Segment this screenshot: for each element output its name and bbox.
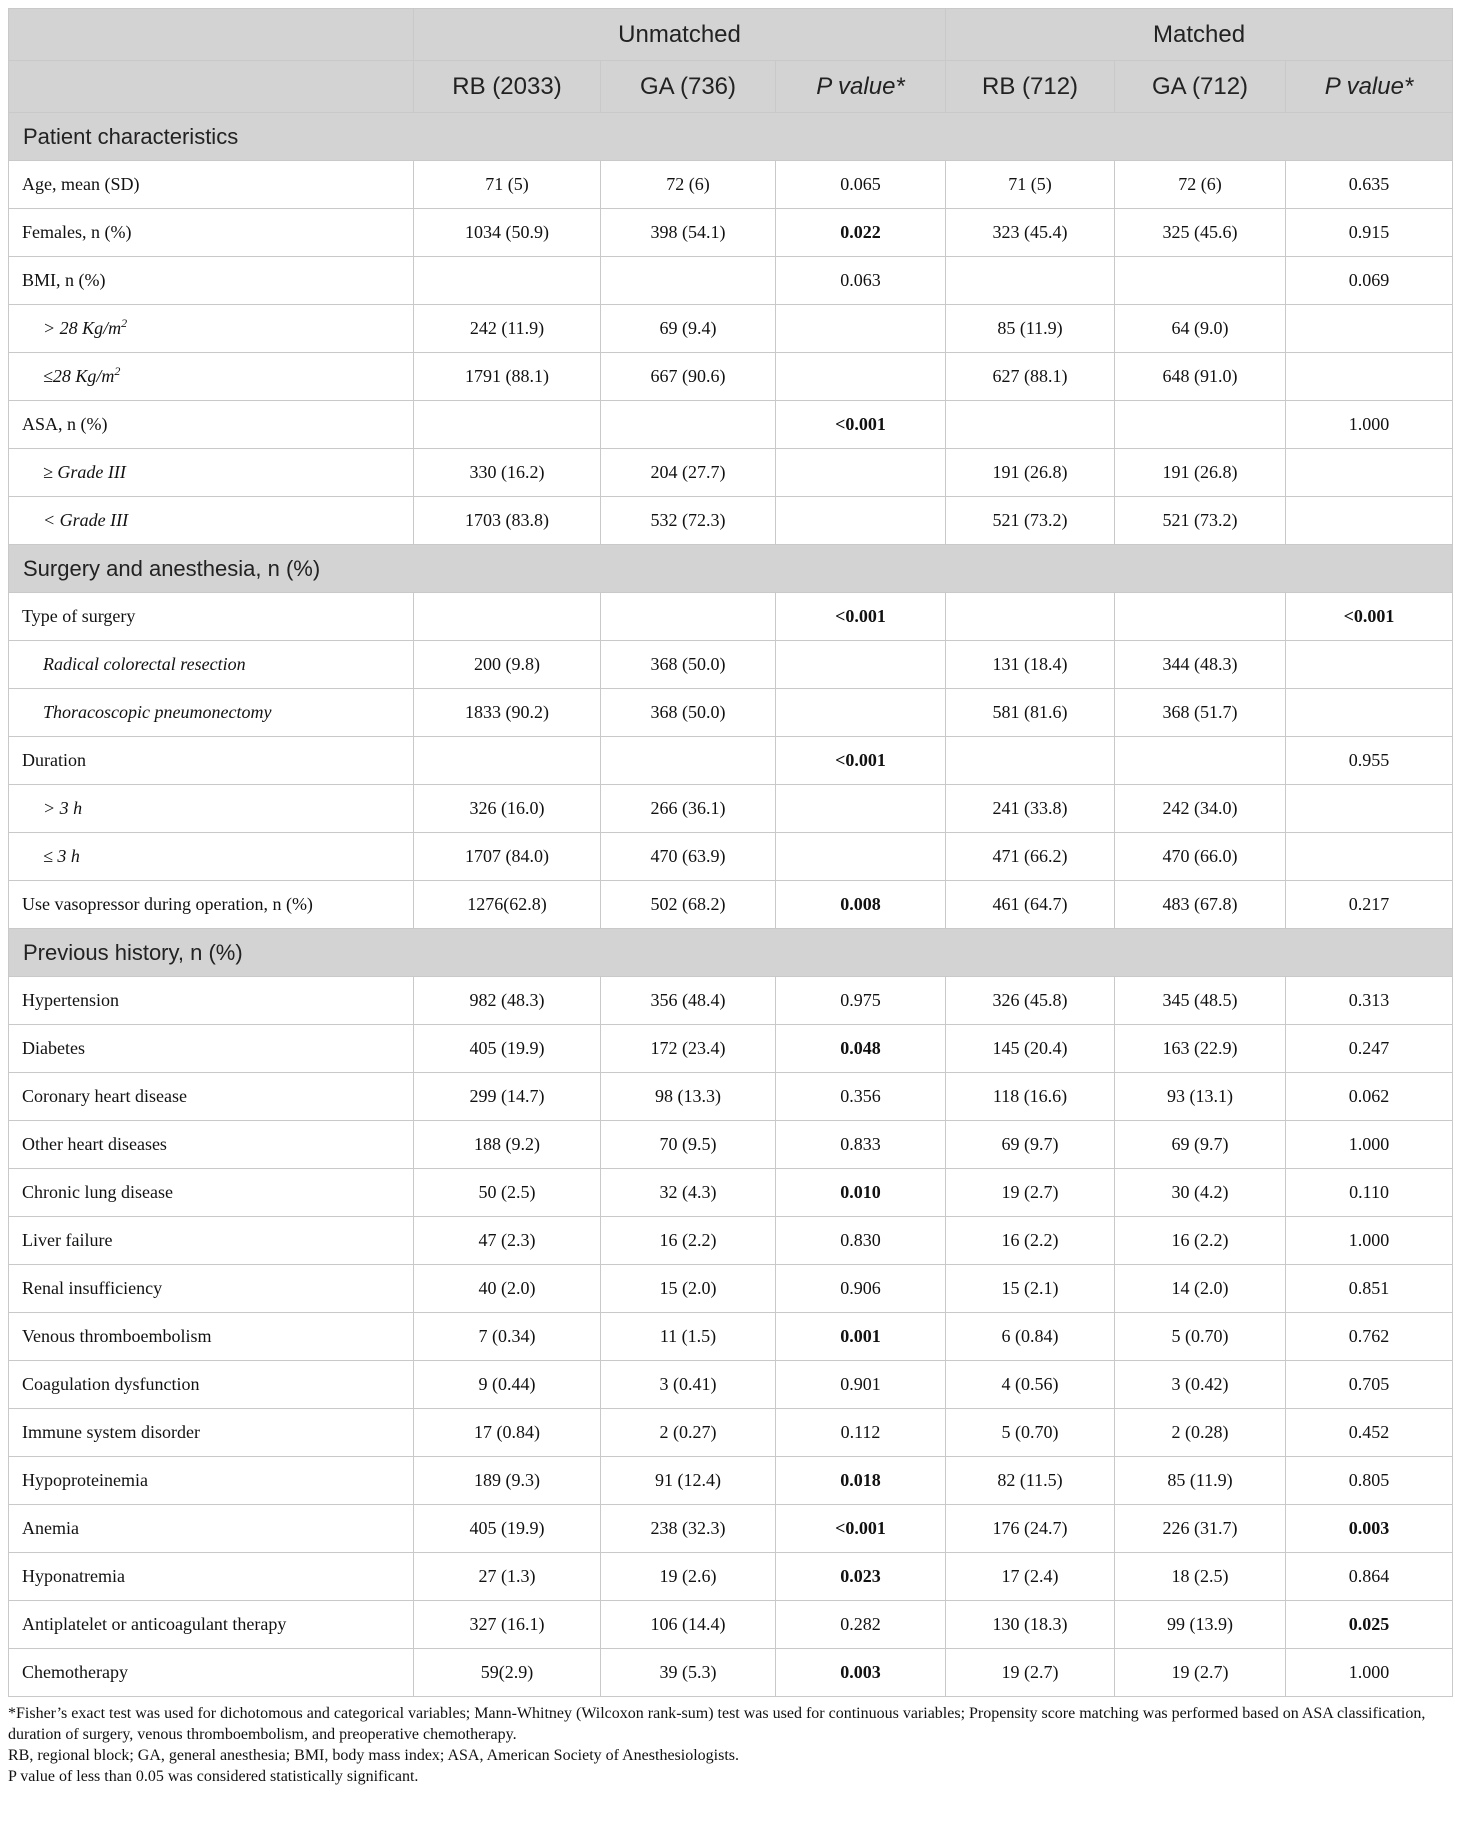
- rb-unmatched-cell: 7 (0.34): [414, 1313, 601, 1361]
- table-row: [9, 593, 1453, 641]
- rb-matched-cell: 471 (66.2): [946, 833, 1115, 881]
- ga-unmatched-cell: 470 (63.9): [601, 833, 776, 881]
- p-matched-cell: 0.955: [1286, 737, 1453, 785]
- footnote: *Fisher’s exact test was used for dichotomous and categorical variables; Mann-Whitney (Wilcoxon rank-sum) test was used for continuous variables; Propensity score matching was performed based on ASA classification, duration of surgery, venous thromboembolism, and preoperative chemotherapy.: [8, 1705, 1426, 1743]
- rb-unmatched-cell: [414, 737, 601, 785]
- row-label: [9, 1409, 414, 1457]
- row-label-text: Chemotherapy: [22, 1662, 128, 1682]
- row-label-text: Females, n (%): [22, 222, 132, 242]
- ga-unmatched-cell: 15 (2.0): [601, 1265, 776, 1313]
- row-label: [9, 401, 414, 449]
- table-row: [9, 1121, 1453, 1169]
- row-label-text: Coagulation dysfunction: [22, 1374, 200, 1394]
- row-label: [9, 1313, 414, 1361]
- col-header-p-unmatched: P value*: [776, 61, 946, 113]
- section-title: Surgery and anesthesia, n (%): [9, 545, 1453, 593]
- table-row: [9, 497, 1453, 545]
- ga-matched-cell: 163 (22.9): [1115, 1025, 1286, 1073]
- table-row: [9, 401, 1453, 449]
- row-label-text: Duration: [22, 750, 86, 770]
- ga-matched-cell: 18 (2.5): [1115, 1553, 1286, 1601]
- ga-unmatched-cell: 356 (48.4): [601, 977, 776, 1025]
- p-matched-cell: [1286, 497, 1453, 545]
- rb-matched-cell: 4 (0.56): [946, 1361, 1115, 1409]
- ga-matched-cell: [1115, 401, 1286, 449]
- rb-unmatched-cell: 47 (2.3): [414, 1217, 601, 1265]
- p-unmatched-cell: 0.906: [776, 1265, 946, 1313]
- rb-matched-cell: [946, 737, 1115, 785]
- ga-matched-cell: 30 (4.2): [1115, 1169, 1286, 1217]
- rb-unmatched-cell: 327 (16.1): [414, 1601, 601, 1649]
- p-matched-cell: 0.915: [1286, 209, 1453, 257]
- rb-matched-cell: 323 (45.4): [946, 209, 1115, 257]
- table-footnotes: [8, 1703, 1452, 1787]
- p-unmatched-cell: [776, 641, 946, 689]
- row-label: [9, 1457, 414, 1505]
- ga-unmatched-cell: 32 (4.3): [601, 1169, 776, 1217]
- row-label: [9, 977, 414, 1025]
- rb-matched-cell: 521 (73.2): [946, 497, 1115, 545]
- rb-matched-cell: 17 (2.4): [946, 1553, 1115, 1601]
- ga-unmatched-cell: 204 (27.7): [601, 449, 776, 497]
- rb-unmatched-cell: 50 (2.5): [414, 1169, 601, 1217]
- row-label-text: Hypoproteinemia: [22, 1470, 148, 1490]
- row-label-text: Type of surgery: [22, 606, 136, 626]
- row-label: [9, 785, 414, 833]
- footnote: P value of less than 0.05 was considered statistically significant.: [8, 1768, 419, 1785]
- group-header-row: [9, 9, 1453, 61]
- table-row: [9, 689, 1453, 737]
- row-label: [9, 1169, 414, 1217]
- row-label-text: Diabetes: [22, 1038, 85, 1058]
- rb-matched-cell: 191 (26.8): [946, 449, 1115, 497]
- table-row: [9, 1409, 1453, 1457]
- rb-unmatched-cell: 17 (0.84): [414, 1409, 601, 1457]
- rb-matched-cell: 118 (16.6): [946, 1073, 1115, 1121]
- rb-unmatched-cell: 27 (1.3): [414, 1553, 601, 1601]
- table-row: [9, 1217, 1453, 1265]
- p-matched-cell: 0.069: [1286, 257, 1453, 305]
- rb-unmatched-cell: 1034 (50.9): [414, 209, 601, 257]
- ga-matched-cell: 226 (31.7): [1115, 1505, 1286, 1553]
- ga-unmatched-cell: 3 (0.41): [601, 1361, 776, 1409]
- table-row: [9, 881, 1453, 929]
- rb-matched-cell: [946, 257, 1115, 305]
- header-corner-2: [9, 61, 414, 113]
- p-unmatched-cell: 0.830: [776, 1217, 946, 1265]
- p-unmatched-cell: 0.356: [776, 1073, 946, 1121]
- group-header-matched: Matched: [946, 9, 1453, 61]
- ga-matched-cell: 2 (0.28): [1115, 1409, 1286, 1457]
- p-matched-cell: [1286, 641, 1453, 689]
- ga-unmatched-cell: 11 (1.5): [601, 1313, 776, 1361]
- p-unmatched-cell: [776, 785, 946, 833]
- rb-unmatched-cell: 242 (11.9): [414, 305, 601, 353]
- row-label: [9, 209, 414, 257]
- ga-unmatched-cell: 2 (0.27): [601, 1409, 776, 1457]
- rb-unmatched-cell: 9 (0.44): [414, 1361, 601, 1409]
- p-unmatched-cell: 0.063: [776, 257, 946, 305]
- col-header-rb-unmatched: RB (2033): [414, 61, 601, 113]
- ga-matched-cell: [1115, 257, 1286, 305]
- ga-matched-cell: 99 (13.9): [1115, 1601, 1286, 1649]
- ga-unmatched-cell: 19 (2.6): [601, 1553, 776, 1601]
- unit-superscript: 2: [121, 316, 128, 330]
- ga-matched-cell: 242 (34.0): [1115, 785, 1286, 833]
- table-row: [9, 1361, 1453, 1409]
- row-label-text: ≤ 3 h: [43, 846, 80, 866]
- row-label: [9, 1121, 414, 1169]
- row-label: [9, 737, 414, 785]
- ga-unmatched-cell: 502 (68.2): [601, 881, 776, 929]
- p-unmatched-cell: 0.008: [776, 881, 946, 929]
- p-matched-cell: 0.705: [1286, 1361, 1453, 1409]
- rb-matched-cell: [946, 401, 1115, 449]
- row-label-text: Renal insufficiency: [22, 1278, 163, 1298]
- rb-matched-cell: 69 (9.7): [946, 1121, 1115, 1169]
- ga-unmatched-cell: 70 (9.5): [601, 1121, 776, 1169]
- p-matched-cell: 0.062: [1286, 1073, 1453, 1121]
- row-label-text: Anemia: [22, 1518, 79, 1538]
- row-label: [9, 1025, 414, 1073]
- p-unmatched-cell: <0.001: [776, 1505, 946, 1553]
- rb-matched-cell: 15 (2.1): [946, 1265, 1115, 1313]
- p-unmatched-cell: 0.048: [776, 1025, 946, 1073]
- ga-unmatched-cell: [601, 401, 776, 449]
- p-unmatched-cell: [776, 305, 946, 353]
- table-row: [9, 737, 1453, 785]
- table-row: [9, 1553, 1453, 1601]
- table-row: [9, 1169, 1453, 1217]
- group-header-unmatched: Unmatched: [414, 9, 946, 61]
- row-label-text: Radical colorectal resection: [43, 654, 246, 674]
- row-label-text: Coronary heart disease: [22, 1086, 187, 1106]
- p-matched-cell: 0.003: [1286, 1505, 1453, 1553]
- ga-matched-cell: 85 (11.9): [1115, 1457, 1286, 1505]
- row-label-text: Venous thromboembolism: [22, 1326, 212, 1346]
- section-header-row: [9, 545, 1453, 593]
- row-label: [9, 161, 414, 209]
- ga-unmatched-cell: 172 (23.4): [601, 1025, 776, 1073]
- p-matched-cell: 0.864: [1286, 1553, 1453, 1601]
- ga-matched-cell: 3 (0.42): [1115, 1361, 1286, 1409]
- ga-unmatched-cell: 398 (54.1): [601, 209, 776, 257]
- ga-matched-cell: 93 (13.1): [1115, 1073, 1286, 1121]
- rb-unmatched-cell: 200 (9.8): [414, 641, 601, 689]
- p-unmatched-cell: 0.901: [776, 1361, 946, 1409]
- rb-unmatched-cell: 299 (14.7): [414, 1073, 601, 1121]
- baseline-characteristics-table: [8, 8, 1453, 1697]
- p-unmatched-cell: <0.001: [776, 401, 946, 449]
- ga-matched-cell: 191 (26.8): [1115, 449, 1286, 497]
- ga-matched-cell: 483 (67.8): [1115, 881, 1286, 929]
- ga-matched-cell: 14 (2.0): [1115, 1265, 1286, 1313]
- row-label-text: Other heart diseases: [22, 1134, 167, 1154]
- rb-matched-cell: 16 (2.2): [946, 1217, 1115, 1265]
- p-unmatched-cell: 0.018: [776, 1457, 946, 1505]
- ga-unmatched-cell: 368 (50.0): [601, 689, 776, 737]
- row-label-text: Liver failure: [22, 1230, 113, 1250]
- rb-unmatched-cell: 982 (48.3): [414, 977, 601, 1025]
- ga-unmatched-cell: 91 (12.4): [601, 1457, 776, 1505]
- row-label: [9, 1553, 414, 1601]
- p-matched-cell: [1286, 305, 1453, 353]
- p-matched-cell: [1286, 353, 1453, 401]
- row-label: [9, 257, 414, 305]
- table-row: [9, 257, 1453, 305]
- p-unmatched-cell: [776, 353, 946, 401]
- ga-unmatched-cell: [601, 737, 776, 785]
- p-matched-cell: 1.000: [1286, 1649, 1453, 1697]
- p-unmatched-cell: 0.023: [776, 1553, 946, 1601]
- ga-unmatched-cell: 98 (13.3): [601, 1073, 776, 1121]
- row-label-text: BMI, n (%): [22, 270, 106, 290]
- row-label: [9, 1265, 414, 1313]
- p-unmatched-cell: 0.003: [776, 1649, 946, 1697]
- p-matched-cell: 0.247: [1286, 1025, 1453, 1073]
- section-title: Patient characteristics: [9, 113, 1453, 161]
- row-label: [9, 1505, 414, 1553]
- p-unmatched-cell: <0.001: [776, 593, 946, 641]
- rb-unmatched-cell: 188 (9.2): [414, 1121, 601, 1169]
- row-label-text: < Grade III: [43, 510, 129, 530]
- ga-matched-cell: 72 (6): [1115, 161, 1286, 209]
- row-label-text: Age, mean (SD): [22, 174, 140, 194]
- ga-matched-cell: 368 (51.7): [1115, 689, 1286, 737]
- rb-unmatched-cell: 1707 (84.0): [414, 833, 601, 881]
- unit-superscript: 2: [114, 364, 121, 378]
- ga-unmatched-cell: 532 (72.3): [601, 497, 776, 545]
- section-header-row: [9, 113, 1453, 161]
- rb-unmatched-cell: 189 (9.3): [414, 1457, 601, 1505]
- p-unmatched-cell: [776, 449, 946, 497]
- table-row: [9, 1073, 1453, 1121]
- rb-unmatched-cell: 59(2.9): [414, 1649, 601, 1697]
- p-matched-cell: 0.635: [1286, 161, 1453, 209]
- rb-unmatched-cell: 326 (16.0): [414, 785, 601, 833]
- ga-unmatched-cell: 238 (32.3): [601, 1505, 776, 1553]
- row-label: [9, 449, 414, 497]
- row-label-text: Hyponatremia: [22, 1566, 125, 1586]
- p-matched-cell: 0.313: [1286, 977, 1453, 1025]
- ga-unmatched-cell: 368 (50.0): [601, 641, 776, 689]
- p-matched-cell: [1286, 785, 1453, 833]
- p-unmatched-cell: [776, 689, 946, 737]
- rb-matched-cell: [946, 593, 1115, 641]
- ga-matched-cell: 470 (66.0): [1115, 833, 1286, 881]
- ga-matched-cell: 345 (48.5): [1115, 977, 1286, 1025]
- row-label: [9, 497, 414, 545]
- row-label: [9, 1601, 414, 1649]
- ga-matched-cell: 325 (45.6): [1115, 209, 1286, 257]
- rb-unmatched-cell: 405 (19.9): [414, 1025, 601, 1073]
- table-row: [9, 977, 1453, 1025]
- row-label-text: Use vasopressor during operation, n (%): [22, 894, 313, 914]
- col-header-ga-matched: GA (712): [1115, 61, 1286, 113]
- ga-unmatched-cell: 266 (36.1): [601, 785, 776, 833]
- row-label: [9, 689, 414, 737]
- p-unmatched-cell: 0.112: [776, 1409, 946, 1457]
- row-label-text: ≥ Grade III: [43, 462, 126, 482]
- rb-matched-cell: 71 (5): [946, 161, 1115, 209]
- rb-unmatched-cell: 71 (5): [414, 161, 601, 209]
- row-label-text: Chronic lung disease: [22, 1182, 173, 1202]
- rb-unmatched-cell: 40 (2.0): [414, 1265, 601, 1313]
- rb-matched-cell: 461 (64.7): [946, 881, 1115, 929]
- row-label-text: Immune system disorder: [22, 1422, 200, 1442]
- col-header-rb-matched: RB (712): [946, 61, 1115, 113]
- rb-unmatched-cell: [414, 257, 601, 305]
- section-header-row: [9, 929, 1453, 977]
- p-matched-cell: 0.217: [1286, 881, 1453, 929]
- table-row: [9, 161, 1453, 209]
- ga-unmatched-cell: 667 (90.6): [601, 353, 776, 401]
- ga-unmatched-cell: 39 (5.3): [601, 1649, 776, 1697]
- p-matched-cell: 0.110: [1286, 1169, 1453, 1217]
- ga-unmatched-cell: 69 (9.4): [601, 305, 776, 353]
- p-matched-cell: 0.025: [1286, 1601, 1453, 1649]
- rb-matched-cell: 85 (11.9): [946, 305, 1115, 353]
- table-row: [9, 833, 1453, 881]
- header-corner: [9, 9, 414, 61]
- row-label: [9, 641, 414, 689]
- p-unmatched-cell: 0.065: [776, 161, 946, 209]
- p-unmatched-cell: [776, 833, 946, 881]
- rb-matched-cell: 176 (24.7): [946, 1505, 1115, 1553]
- ga-matched-cell: 648 (91.0): [1115, 353, 1286, 401]
- row-label: [9, 1649, 414, 1697]
- rb-matched-cell: 241 (33.8): [946, 785, 1115, 833]
- table-row: [9, 353, 1453, 401]
- rb-matched-cell: 130 (18.3): [946, 1601, 1115, 1649]
- row-label-text: Antiplatelet or anticoagulant therapy: [22, 1614, 287, 1634]
- rb-matched-cell: 627 (88.1): [946, 353, 1115, 401]
- rb-unmatched-cell: 1276(62.8): [414, 881, 601, 929]
- table-row: [9, 305, 1453, 353]
- rb-matched-cell: 326 (45.8): [946, 977, 1115, 1025]
- table-body: [9, 113, 1453, 1697]
- ga-unmatched-cell: 106 (14.4): [601, 1601, 776, 1649]
- rb-unmatched-cell: [414, 593, 601, 641]
- rb-unmatched-cell: 1791 (88.1): [414, 353, 601, 401]
- row-label: [9, 305, 414, 353]
- row-label: [9, 1361, 414, 1409]
- ga-matched-cell: 16 (2.2): [1115, 1217, 1286, 1265]
- ga-unmatched-cell: [601, 257, 776, 305]
- p-matched-cell: 1.000: [1286, 1121, 1453, 1169]
- table-container: [8, 8, 1452, 1787]
- p-matched-cell: [1286, 449, 1453, 497]
- row-label: [9, 1217, 414, 1265]
- p-unmatched-cell: 0.001: [776, 1313, 946, 1361]
- p-matched-cell: 0.452: [1286, 1409, 1453, 1457]
- ga-matched-cell: [1115, 593, 1286, 641]
- p-matched-cell: 1.000: [1286, 401, 1453, 449]
- ga-unmatched-cell: 16 (2.2): [601, 1217, 776, 1265]
- p-unmatched-cell: [776, 497, 946, 545]
- table-row: [9, 1313, 1453, 1361]
- row-label-text: Thoracoscopic pneumonectomy: [43, 702, 272, 722]
- row-label-text: Hypertension: [22, 990, 119, 1010]
- p-unmatched-cell: 0.010: [776, 1169, 946, 1217]
- table-row: [9, 1025, 1453, 1073]
- column-header-row: [9, 61, 1453, 113]
- row-label: [9, 833, 414, 881]
- rb-unmatched-cell: [414, 401, 601, 449]
- rb-matched-cell: 131 (18.4): [946, 641, 1115, 689]
- rb-unmatched-cell: 330 (16.2): [414, 449, 601, 497]
- row-label: [9, 593, 414, 641]
- table-row: [9, 641, 1453, 689]
- p-matched-cell: 0.851: [1286, 1265, 1453, 1313]
- p-matched-cell: 0.762: [1286, 1313, 1453, 1361]
- rb-unmatched-cell: 405 (19.9): [414, 1505, 601, 1553]
- p-unmatched-cell: 0.833: [776, 1121, 946, 1169]
- ga-unmatched-cell: 72 (6): [601, 161, 776, 209]
- p-matched-cell: 0.805: [1286, 1457, 1453, 1505]
- p-matched-cell: [1286, 833, 1453, 881]
- row-label-text: ASA, n (%): [22, 414, 108, 434]
- row-label-text: > 28 Kg/m: [43, 318, 122, 338]
- rb-matched-cell: 581 (81.6): [946, 689, 1115, 737]
- p-matched-cell: 1.000: [1286, 1217, 1453, 1265]
- rb-matched-cell: 5 (0.70): [946, 1409, 1115, 1457]
- ga-unmatched-cell: [601, 593, 776, 641]
- row-label-text: > 3 h: [43, 798, 83, 818]
- ga-matched-cell: 521 (73.2): [1115, 497, 1286, 545]
- row-label: [9, 1073, 414, 1121]
- col-header-ga-unmatched: GA (736): [601, 61, 776, 113]
- row-label-text: ≤28 Kg/m: [43, 366, 115, 386]
- table-row: [9, 1265, 1453, 1313]
- rb-unmatched-cell: 1833 (90.2): [414, 689, 601, 737]
- table-row: [9, 785, 1453, 833]
- table-row: [9, 1457, 1453, 1505]
- ga-matched-cell: [1115, 737, 1286, 785]
- ga-matched-cell: 69 (9.7): [1115, 1121, 1286, 1169]
- col-header-p-matched: P value*: [1286, 61, 1453, 113]
- table-row: [9, 1601, 1453, 1649]
- section-title: Previous history, n (%): [9, 929, 1453, 977]
- ga-matched-cell: 19 (2.7): [1115, 1649, 1286, 1697]
- p-matched-cell: [1286, 689, 1453, 737]
- table-row: [9, 209, 1453, 257]
- rb-matched-cell: 82 (11.5): [946, 1457, 1115, 1505]
- rb-unmatched-cell: 1703 (83.8): [414, 497, 601, 545]
- row-label: [9, 881, 414, 929]
- rb-matched-cell: 19 (2.7): [946, 1169, 1115, 1217]
- ga-matched-cell: 64 (9.0): [1115, 305, 1286, 353]
- rb-matched-cell: 145 (20.4): [946, 1025, 1115, 1073]
- table-row: [9, 449, 1453, 497]
- rb-matched-cell: 19 (2.7): [946, 1649, 1115, 1697]
- p-matched-cell: <0.001: [1286, 593, 1453, 641]
- p-unmatched-cell: <0.001: [776, 737, 946, 785]
- ga-matched-cell: 344 (48.3): [1115, 641, 1286, 689]
- row-label: [9, 353, 414, 401]
- p-unmatched-cell: 0.975: [776, 977, 946, 1025]
- ga-matched-cell: 5 (0.70): [1115, 1313, 1286, 1361]
- p-unmatched-cell: 0.282: [776, 1601, 946, 1649]
- footnote: RB, regional block; GA, general anesthesia; BMI, body mass index; ASA, American Society of Anesthesiologists.: [8, 1747, 740, 1764]
- rb-matched-cell: 6 (0.84): [946, 1313, 1115, 1361]
- table-row: [9, 1649, 1453, 1697]
- p-unmatched-cell: 0.022: [776, 209, 946, 257]
- table-row: [9, 1505, 1453, 1553]
